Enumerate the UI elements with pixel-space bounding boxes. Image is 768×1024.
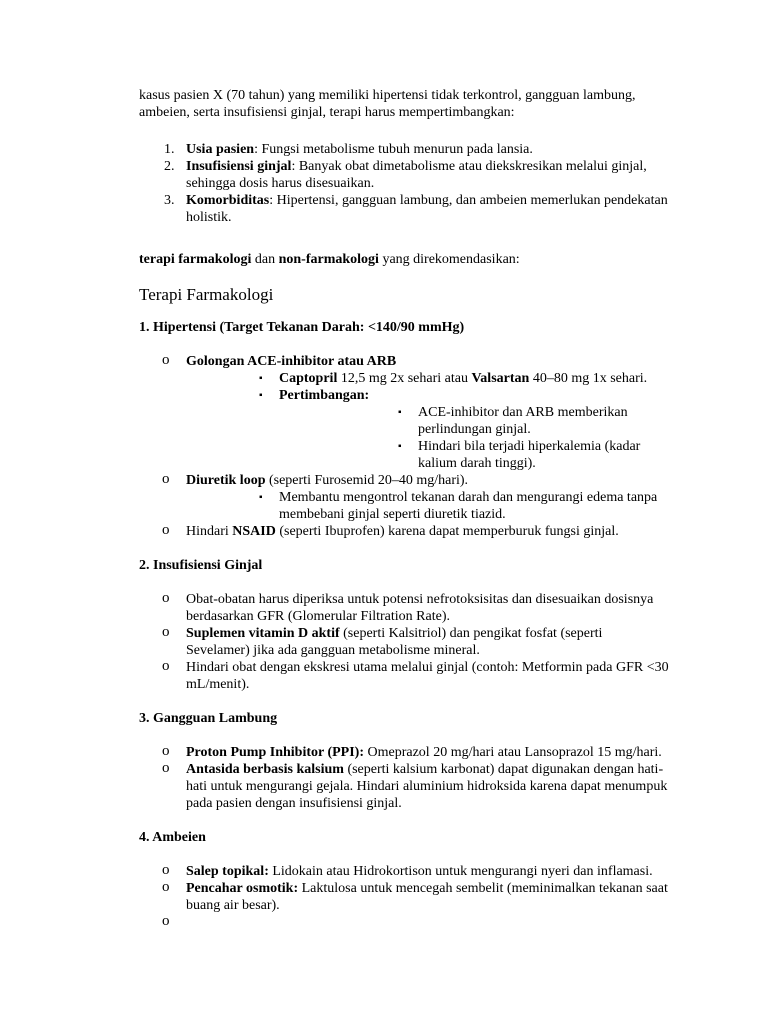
circle-bullet-icon: o [162,471,170,487]
sub-list [186,370,669,472]
list-item [139,863,669,880]
item-label: Pencahar osmotik: [186,881,299,896]
section-title: Terapi Farmakologi [139,285,274,304]
circle-bullet-icon: o [162,862,170,878]
list-item [139,353,669,472]
item-text: Obat-obatan harus diperiksa untuk potensi nefrotoksisitas dan disesuaikan dosisnya berdasarkan GFR (Glomerular Filtration Rate). [186,592,654,624]
list-item [139,761,669,812]
list-item [139,659,669,693]
item-text: (seperti kalsium karbonat) dapat digunakan dengan hati-hati untuk mengurangi gejala. Hindari aluminium hidroksida karena dapat menumpuk pada pasien dengan insufisiensi ginjal. [186,762,668,811]
item-text: (seperti Ibuprofen) karena dapat memperburuk fungsi ginjal. [275,524,619,539]
item-text: : Fungsi metabolisme tubuh menurun pada lansia. [254,142,533,157]
document-page [139,87,669,948]
list-item [139,523,669,540]
item-number: 3. [164,193,175,208]
circle-bullet-icon: o [162,879,170,895]
circle-bullet-icon: o [162,743,170,759]
item-text: Hindari [186,524,233,539]
item-text: Laktulosa untuk mencegah sembelit (meminimalkan tekanan saat buang air besar). [186,881,668,913]
item-text: Membantu mengontrol tekanan darah dan mengurangi edema tanpa membebani ginjal seperti diuretik tiazid. [279,490,658,522]
item-number: 2. [164,159,175,174]
hipertensi-list [139,353,669,540]
square-bullet-icon: ▪ [398,441,402,452]
ambeien-list [139,863,669,931]
item-text: Lidokain atau Hidrokortison untuk mengurangi nyeri dan inflamasi. [268,864,653,879]
sub-sub-item [279,438,669,472]
item-number: 1. [164,142,175,157]
sub-item [186,387,669,472]
intro-paragraph: kasus pasien X (70 tahun) yang memiliki hipertensi tidak terkontrol, gangguan lambung, ambeien, serta insufisiensi ginjal, terapi harus mempertimbangkan: [139,88,636,120]
item-term: Usia pasien [186,142,255,157]
sub-item [186,370,669,387]
list-item [139,158,669,192]
square-bullet-icon: ▪ [259,373,263,384]
item-label: NSAID [232,524,276,539]
item-label: Diuretik loop [186,473,266,488]
drug-name: Valsartan [471,371,530,386]
item-label: Salep topikal: [186,864,269,879]
item-label: Antasida berbasis kalsium [186,762,344,777]
item-label: Suplemen vitamin D aktif [186,626,340,641]
circle-bullet-icon: o [162,522,170,538]
list-item [139,472,669,523]
ginjal-list [139,591,669,693]
section-heading-ambeien: 4. Ambeien [139,830,206,845]
circle-bullet-icon: o [162,913,170,929]
list-item-empty [139,914,669,931]
square-bullet-icon: ▪ [259,492,263,503]
item-text: (seperti Furosemid 20–40 mg/hari). [265,473,469,488]
item-term: Komorbiditas [186,193,270,208]
item-text: Hindari obat dengan ekskresi utama melalui ginjal (contoh: Metformin pada GFR <30 mL/menit). [186,660,669,692]
considerations-list [139,141,669,226]
item-text: Hindari bila terjadi hiperkalemia (kadar kalium darah tinggi). [418,439,641,471]
list-item [139,880,669,914]
sub-sub-item [279,404,669,438]
item-label: Proton Pump Inhibitor (PPI): [186,745,364,760]
therapy-line [139,251,669,268]
drug-name: Captopril [279,371,338,386]
sub-list [186,489,669,523]
square-bullet-icon: ▪ [259,390,263,401]
therapy-text: dan [251,252,279,267]
list-item [139,625,669,659]
circle-bullet-icon: o [162,658,170,674]
sub-sub-list [279,404,669,472]
item-text: : Hipertensi, gangguan lambung, dan ambeien memerlukan pendekatan holistik. [186,193,668,225]
item-text: ACE-inhibitor dan ARB memberikan perlindungan ginjal. [418,405,628,437]
item-label: Golongan ACE-inhibitor atau ARB [186,354,397,369]
circle-bullet-icon: o [162,624,170,640]
item-label: Pertimbangan: [279,388,370,403]
lambung-list [139,744,669,812]
drug-text: 12,5 mg 2x sehari atau [337,371,472,386]
therapy-text: yang direkomendasikan: [378,252,520,267]
therapy-term-non-farmakologi: non-farmakologi [278,252,379,267]
list-item [139,192,669,226]
item-text: Omeprazol 20 mg/hari atau Lansoprazol 15 mg/hari. [364,745,662,760]
square-bullet-icon: ▪ [398,407,402,418]
section-heading-insufisiensi-ginjal: 2. Insufisiensi Ginjal [139,558,263,573]
list-item [139,141,669,158]
circle-bullet-icon: o [162,590,170,606]
drug-text: 40–80 mg 1x sehari. [529,371,648,386]
list-item [139,744,669,761]
sub-item [186,489,669,523]
list-item [139,591,669,625]
item-text: : Banyak obat dimetabolisme atau diekskresikan melalui ginjal, sehingga dosis harus disesuaikan. [186,159,647,191]
item-text: (seperti Kalsitriol) dan pengikat fosfat (seperti Sevelamer) jika ada gangguan metabolisme mineral. [186,626,603,658]
section-heading-gangguan-lambung: 3. Gangguan Lambung [139,711,278,726]
item-term: Insufisiensi ginjal [186,159,292,174]
section-heading-hipertensi: 1. Hipertensi (Target Tekanan Darah: <140/90 mmHg) [139,320,465,335]
circle-bullet-icon: o [162,760,170,776]
therapy-term-farmakologi: terapi farmakologi [139,252,252,267]
circle-bullet-icon: o [162,352,170,368]
